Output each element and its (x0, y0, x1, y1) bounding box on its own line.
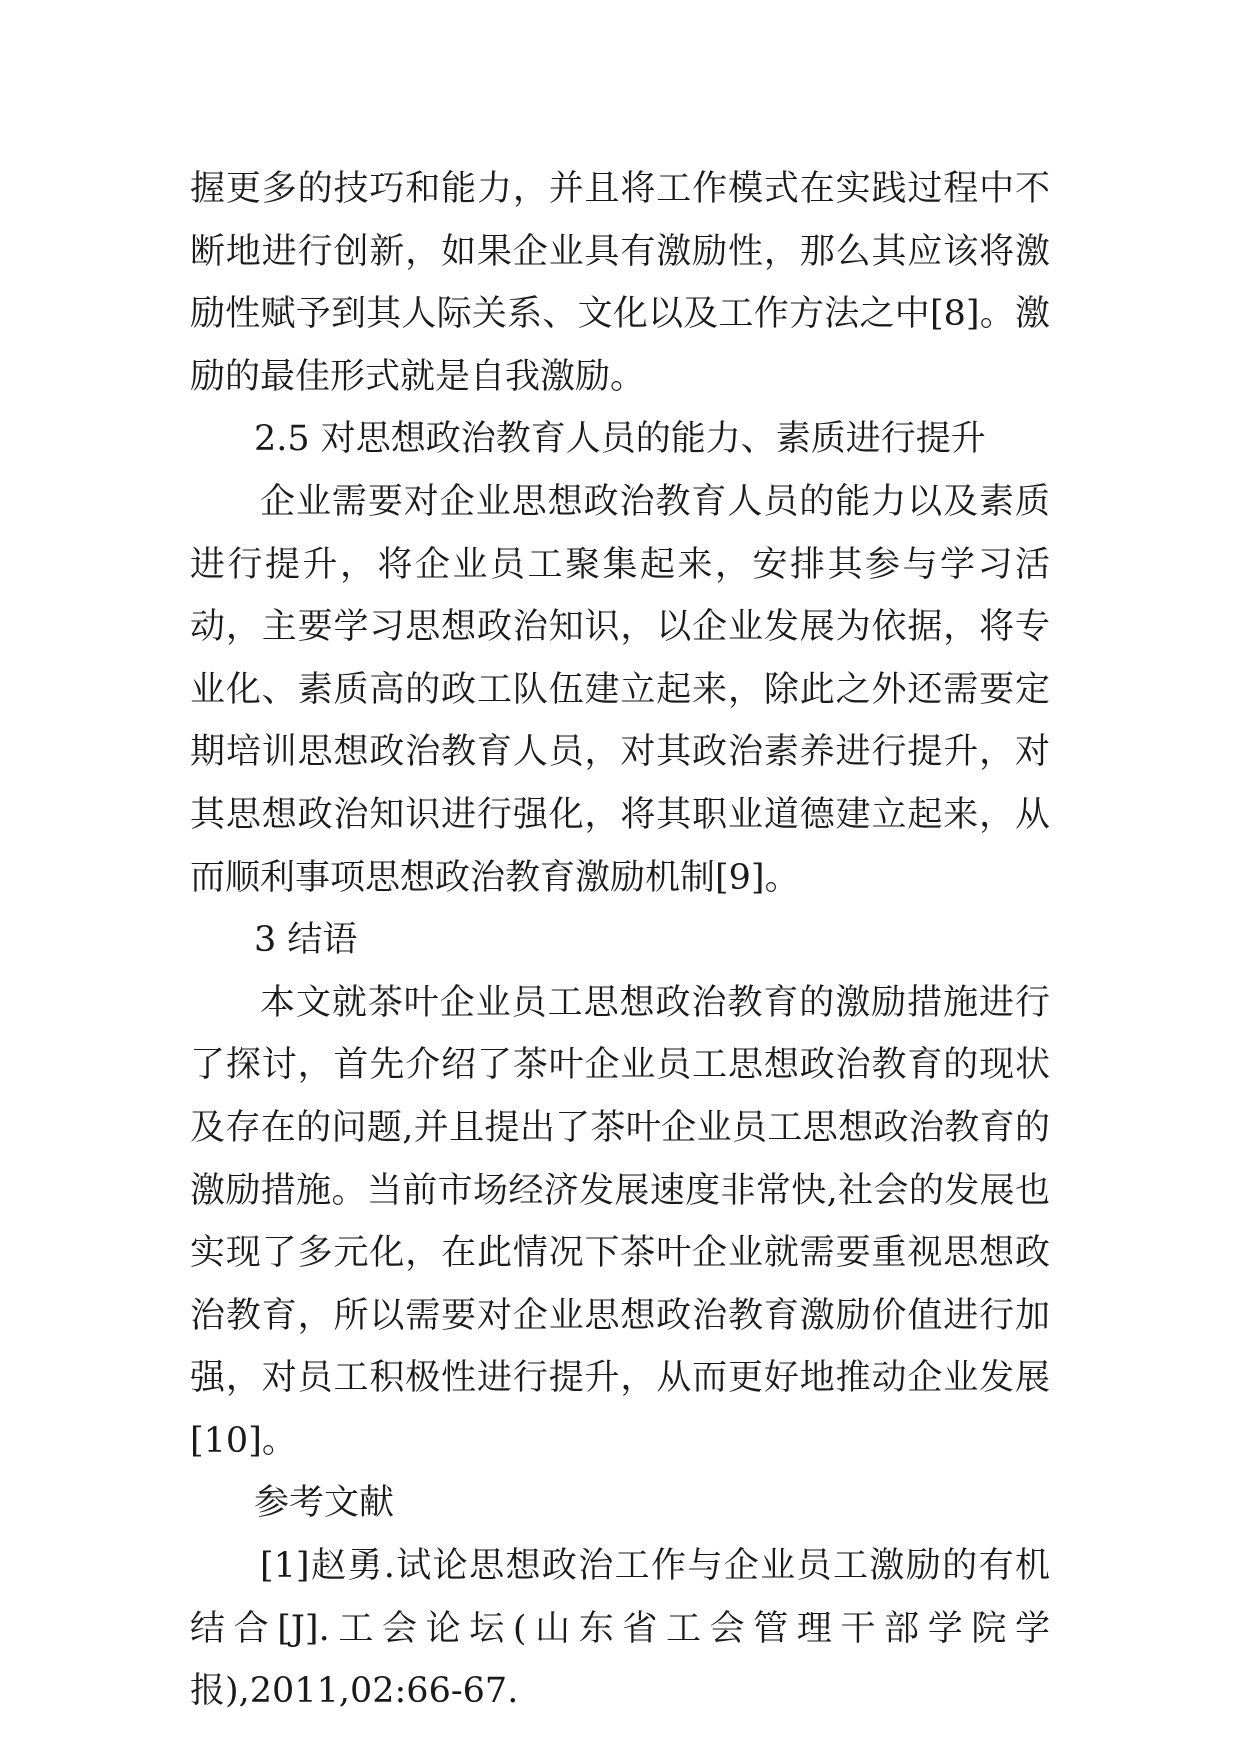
references-heading: 参考文献 (254, 1483, 395, 1524)
section-heading-conclusion: 3 结语 (254, 920, 358, 961)
section-heading-2-5: 2.5 对思想政治教育人员的能力、素质进行提升 (254, 419, 986, 460)
reference-item-1: [1]赵勇.试论思想政治工作与企业员工激励的有机结合[J].工会论坛(山东省工会管理干部学院学报),2011,02:66-67. (190, 1546, 1050, 1712)
paragraph-conclusion: 本文就茶叶企业员工思想政治教育的激励措施进行了探讨，首先介绍了茶叶企业员工思想政治教育的现状及存在的问题,并且提出了茶叶企业员工思想政治教育的激励措施。当前市场经济发展速度非常快,社会的发展也实现了多元化，在此情况下茶叶企业就需要重视思想政治教育，所以需要对企业思想政治教育激励价值进行加强，对员工积极性进行提升，从而更好地推动企业发展[10]。 (190, 982, 1050, 1461)
document-body (190, 158, 1050, 1723)
paragraph-continuation: 握更多的技巧和能力，并且将工作模式在实践过程中不断地进行创新，如果企业具有激励性，那么其应该将激励性赋予到其人际关系、文化以及工作方法之中[8]。激励的最佳形式就是自我激励。 (190, 169, 1050, 397)
paragraph-section-2-5: 企业需要对企业思想政治教育人员的能力以及素质进行提升，将企业员工聚集起来，安排其参与学习活动，主要学习思想政治知识，以企业发展为依据，将专业化、素质高的政工队伍建立起来，除此之外还需要定期培训思想政治教育人员，对其政治素养进行提升，对其思想政治知识进行强化，将其职业道德建立起来，从而顺利事项思想政治教育激励机制[9]。 (190, 481, 1050, 898)
